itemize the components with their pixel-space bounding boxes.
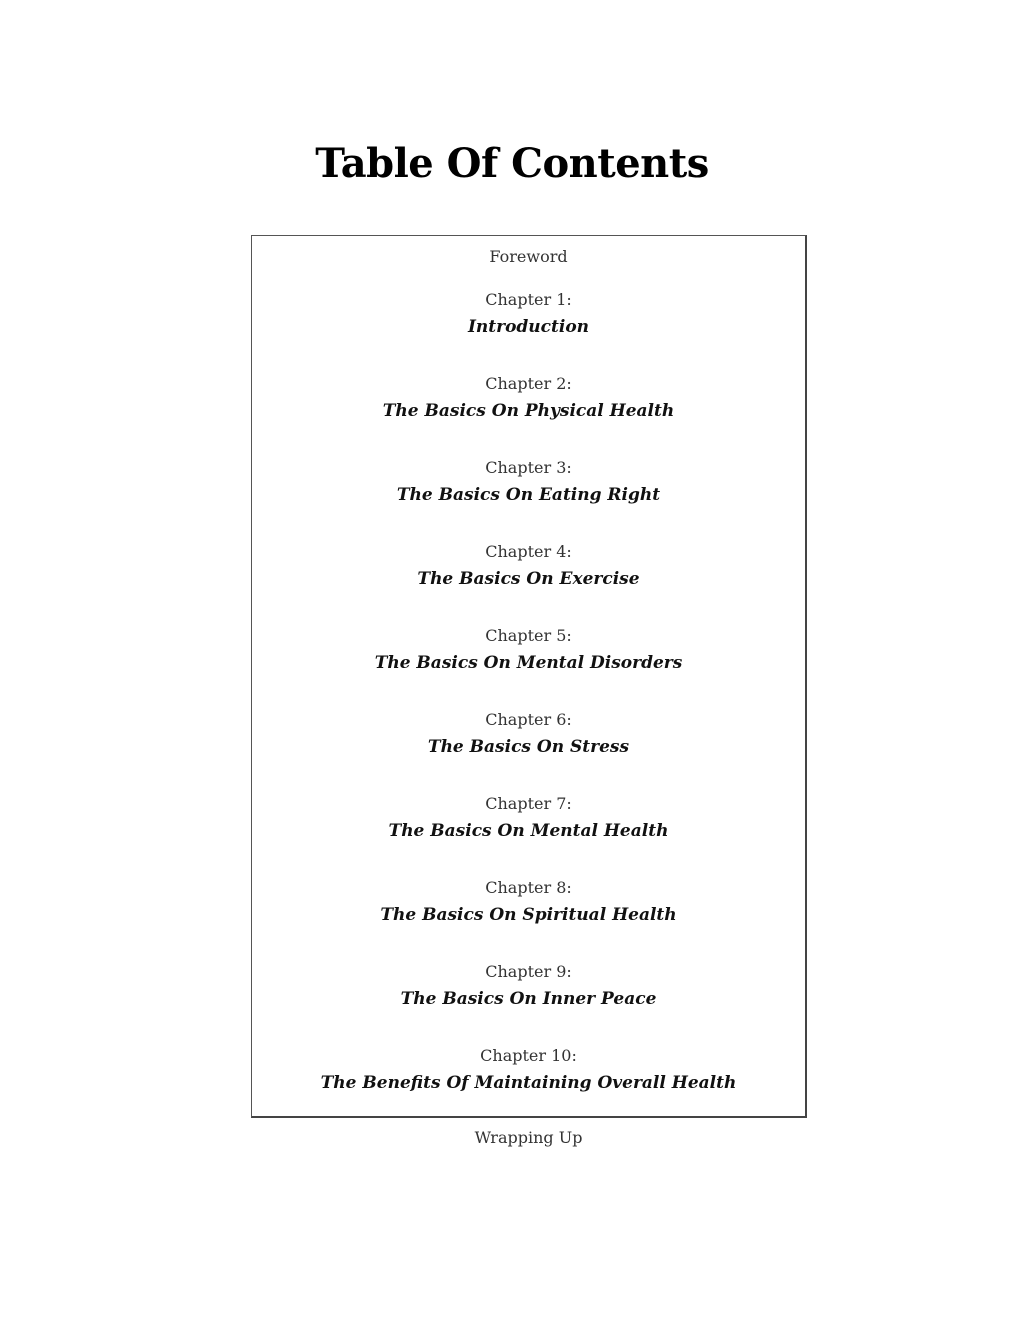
chapter-2-title[interactable]: The Basics On Physical Health <box>382 401 675 421</box>
chapter-7-label: Chapter 7: <box>485 794 572 813</box>
chapter-10-label: Chapter 10: <box>480 1046 577 1065</box>
page-title: Table Of Contents <box>315 140 709 187</box>
chapter-4-label: Chapter 4: <box>485 542 572 561</box>
chapter-8-title[interactable]: The Basics On Spiritual Health <box>380 905 677 925</box>
toc-wrapping-up[interactable]: Wrapping Up <box>474 1128 583 1147</box>
chapter-6-title[interactable]: The Basics On Stress <box>427 737 630 757</box>
chapter-1-label: Chapter 1: <box>485 290 572 309</box>
chapter-5-title[interactable]: The Basics On Mental Disorders <box>374 653 683 673</box>
chapter-9-title[interactable]: The Basics On Inner Peace <box>400 989 657 1009</box>
chapter-2-label: Chapter 2: <box>485 374 572 393</box>
chapter-8-label: Chapter 8: <box>485 878 572 897</box>
chapter-3-label: Chapter 3: <box>485 458 572 477</box>
chapter-7-title[interactable]: The Basics On Mental Health <box>388 821 669 841</box>
chapter-6-label: Chapter 6: <box>485 710 572 729</box>
chapter-1-title[interactable]: Introduction <box>467 317 590 337</box>
chapter-4-title[interactable]: The Basics On Exercise <box>417 569 640 589</box>
chapter-5-label: Chapter 5: <box>485 626 572 645</box>
chapter-10-title[interactable]: The Benefits Of Maintaining Overall Health <box>320 1073 737 1093</box>
chapter-9-label: Chapter 9: <box>485 962 572 981</box>
chapter-3-title[interactable]: The Basics On Eating Right <box>396 485 661 505</box>
toc-foreword[interactable]: Foreword <box>489 247 568 266</box>
table-of-contents-box <box>251 235 807 1118</box>
